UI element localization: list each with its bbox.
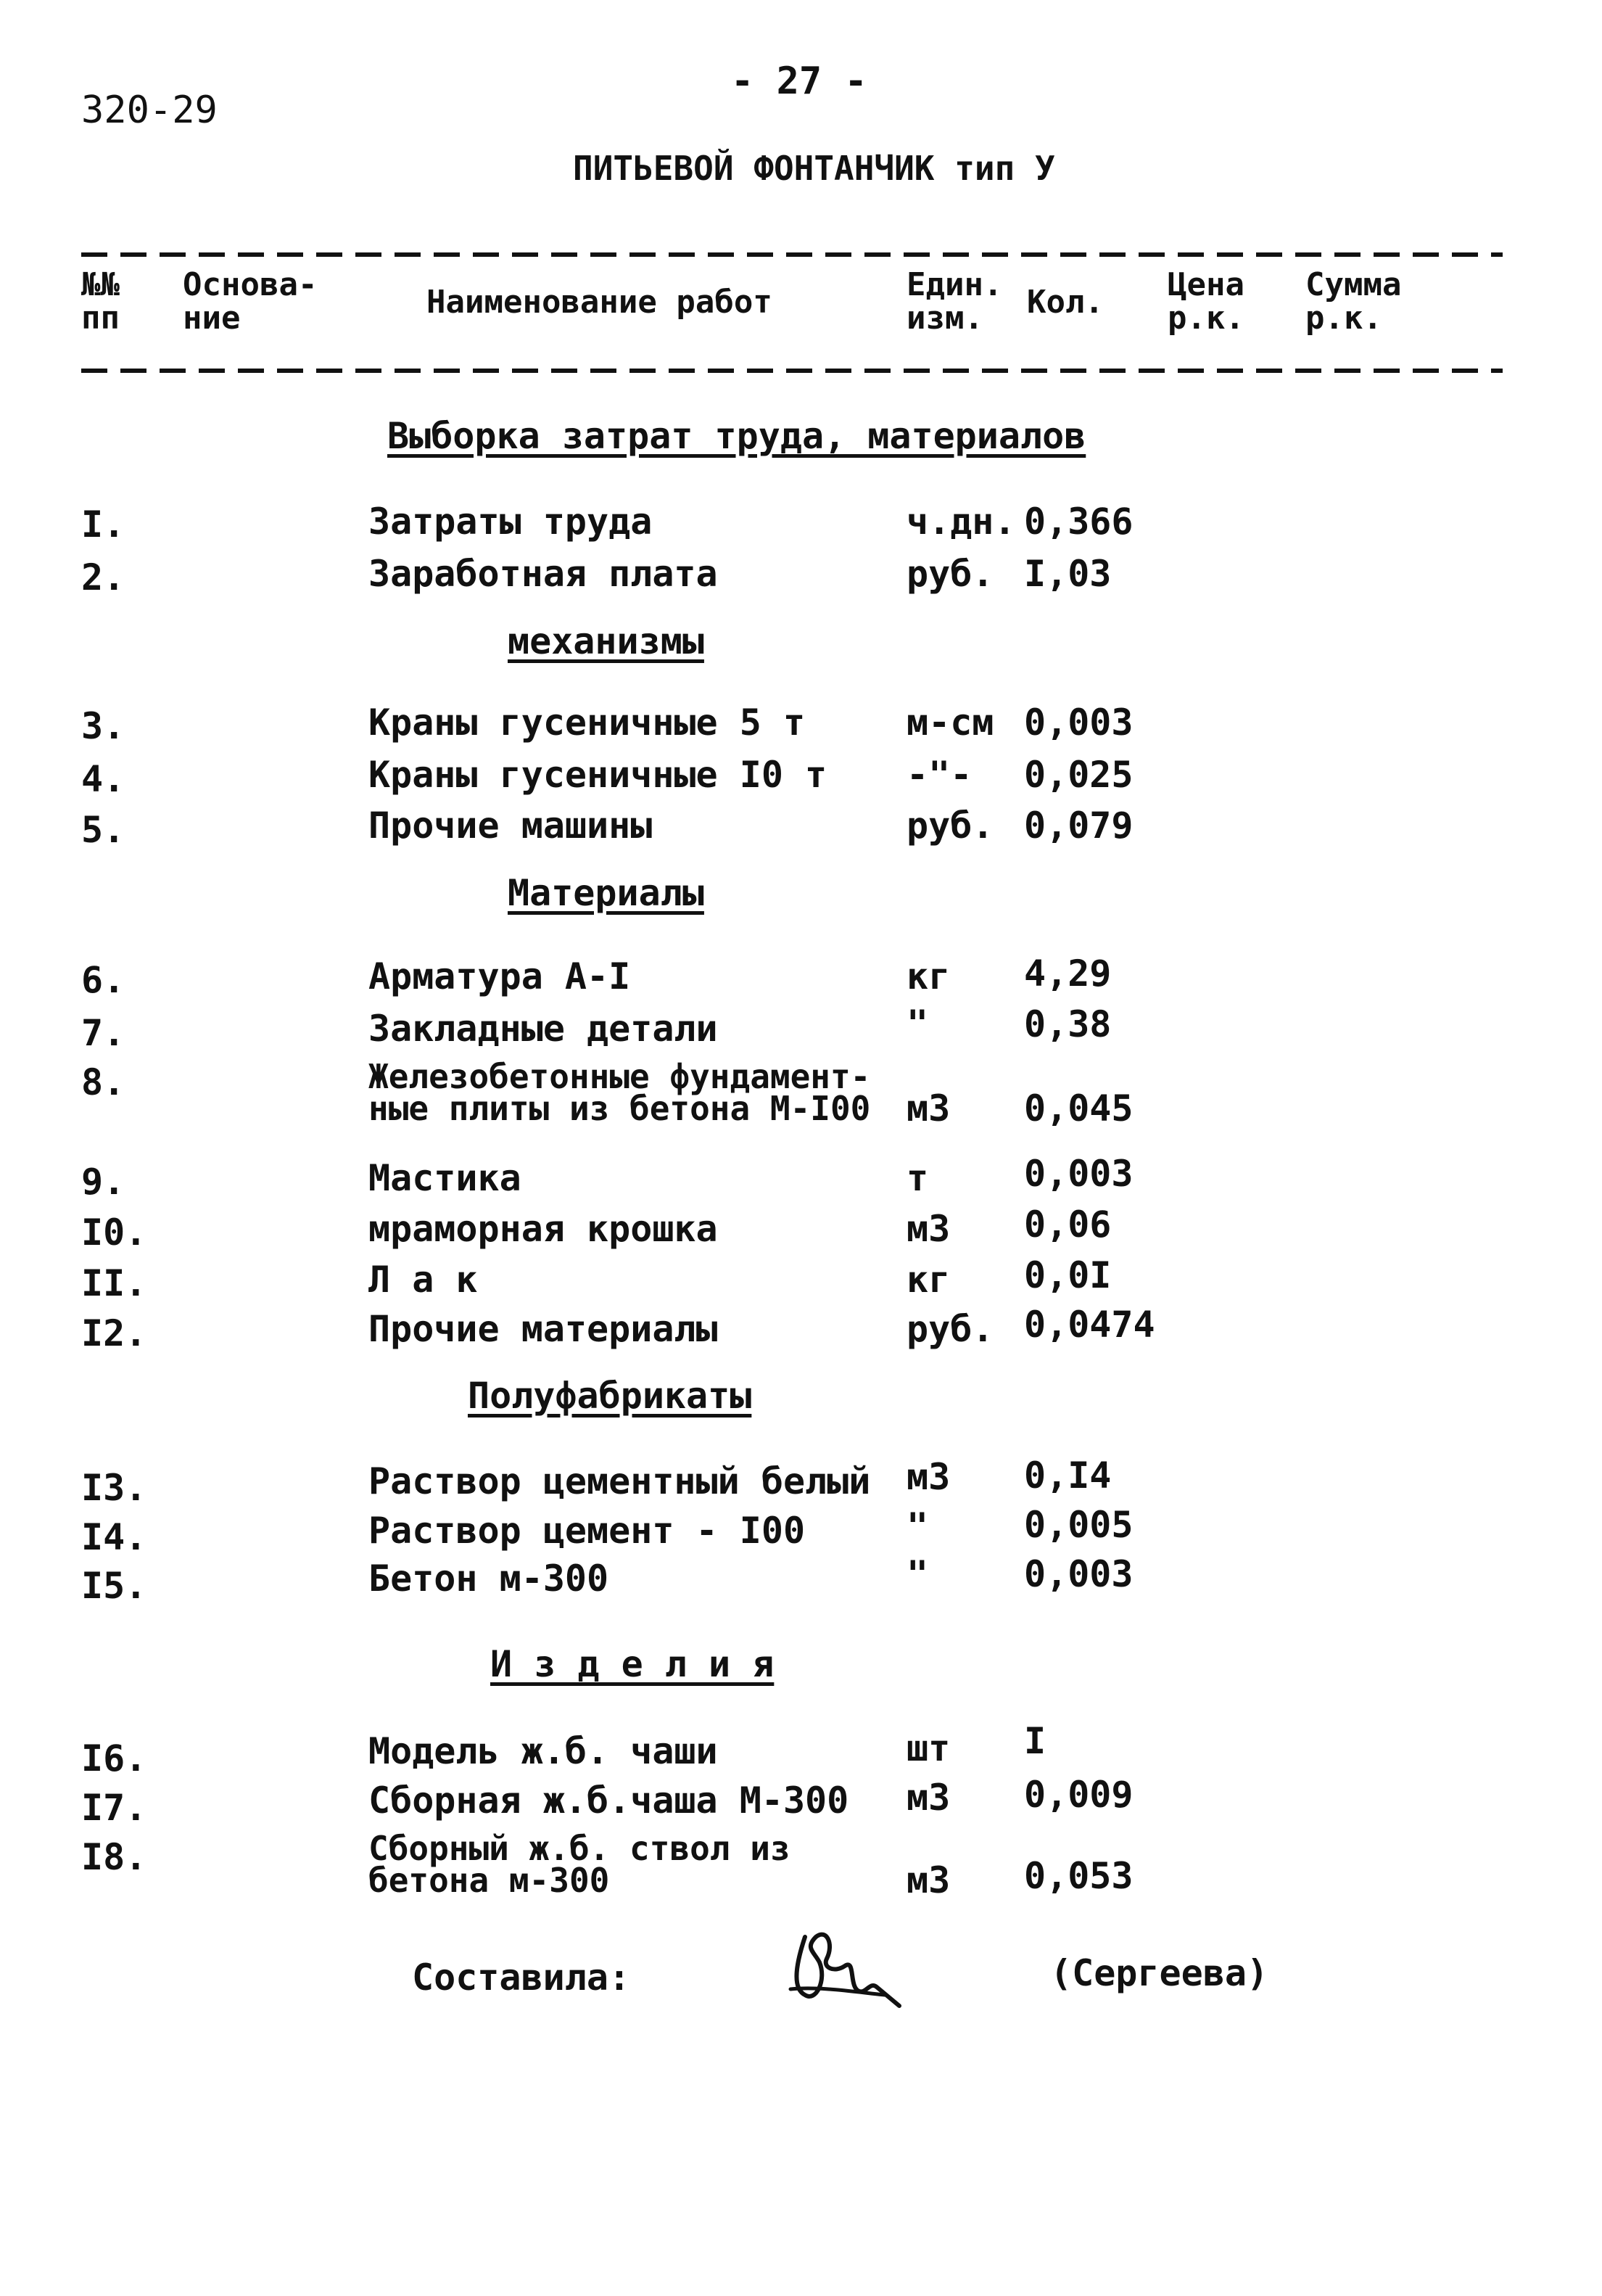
row-name: Бетон м-300: [368, 1558, 609, 1600]
row-number: I4.: [81, 1516, 147, 1558]
row-number: 4.: [81, 758, 125, 800]
row-quantity: I: [1024, 1720, 1046, 1762]
table-header-bottom-rule: [81, 369, 1503, 373]
row-unit: шт: [907, 1727, 951, 1769]
composer-label: Составила:: [412, 1956, 631, 1999]
row-unit: м-см: [907, 701, 994, 744]
section-heading: И з д е л и я: [490, 1643, 775, 1685]
row-name: Прочие материалы: [368, 1308, 718, 1350]
row-number: I.: [81, 503, 125, 546]
page-title: ПИТЬЕВОЙ ФОНТАНЧИК тип У: [573, 149, 1055, 188]
row-quantity: 0,079: [1024, 805, 1134, 847]
row-name: Краны гусеничные I0 т: [368, 754, 827, 796]
row-number: 3.: [81, 705, 125, 747]
row-name: Краны гусеничные 5 т: [368, 701, 806, 744]
document-code: 320-29: [81, 89, 218, 132]
row-name: Заработная плата: [368, 553, 718, 595]
row-unit: ": [907, 1553, 929, 1595]
row-number: 7.: [81, 1012, 125, 1054]
row-quantity: I,03: [1024, 553, 1112, 595]
row-number: I3.: [81, 1467, 147, 1509]
section-heading: Материалы: [508, 872, 704, 914]
row-number: I8.: [81, 1836, 147, 1878]
row-name: Затраты труда: [368, 501, 653, 543]
signature-image: [776, 1922, 921, 2020]
row-quantity: 0,005: [1024, 1504, 1134, 1546]
row-quantity: 0,0474: [1024, 1304, 1155, 1346]
column-header-qty: Кол.: [1027, 284, 1104, 321]
row-name: Модель ж.б. чаши: [368, 1730, 718, 1772]
row-number: I6.: [81, 1737, 147, 1779]
column-header-basis: Основа- ние: [183, 266, 318, 337]
row-quantity: 0,06: [1024, 1203, 1112, 1246]
row-number: I0.: [81, 1211, 147, 1254]
row-unit: ч.дн.: [907, 501, 1016, 543]
row-name: Мастика: [368, 1157, 521, 1199]
row-quantity: 0,053: [1024, 1855, 1134, 1897]
row-name: Раствор цемент - I00: [368, 1510, 806, 1552]
section-heading: Полуфабрикаты: [468, 1375, 752, 1417]
column-header-sum: Сумма р.к.: [1305, 266, 1402, 337]
row-quantity: 0,045: [1024, 1087, 1134, 1130]
row-quantity: 0,0I: [1024, 1254, 1112, 1296]
row-unit: ": [907, 1505, 929, 1547]
row-number: I7.: [81, 1787, 147, 1829]
row-unit: руб.: [907, 1308, 994, 1350]
row-name-multiline: Сборный ж.б. ствол из бетона м-300: [368, 1829, 790, 1900]
table-header-top-rule: [81, 252, 1503, 257]
row-quantity: 0,003: [1024, 1153, 1134, 1195]
composer-name: (Сергеева): [1050, 1952, 1269, 1994]
row-quantity: 0,38: [1024, 1003, 1112, 1045]
row-quantity: 0,003: [1024, 1553, 1134, 1595]
row-name: Прочие машины: [368, 805, 653, 847]
row-unit: м3: [907, 1859, 951, 1901]
row-number: I5.: [81, 1565, 147, 1607]
row-unit: м3: [907, 1087, 951, 1130]
row-number: 6.: [81, 959, 125, 1001]
row-name: Арматура А-I: [368, 955, 631, 997]
section-heading: Выборка затрат труда, материалов: [387, 415, 1086, 457]
row-unit: т: [907, 1157, 929, 1199]
row-unit: кг: [907, 1259, 951, 1301]
column-header-name: Наименование работ: [426, 284, 772, 321]
row-number: I2.: [81, 1312, 147, 1354]
column-header-unit: Един. изм.: [907, 266, 1003, 337]
row-name: Раствор цементный белый: [368, 1460, 871, 1502]
row-unit: м3: [907, 1777, 951, 1819]
row-number: 8.: [81, 1061, 125, 1103]
row-unit: ": [907, 1003, 929, 1045]
section-heading: механизмы: [508, 620, 704, 662]
column-header-price: Цена р.к.: [1168, 266, 1244, 337]
column-header-num: №№ пп: [81, 266, 120, 337]
row-number: 2.: [81, 556, 125, 598]
row-name: Закладные детали: [368, 1008, 718, 1050]
row-quantity: 0,009: [1024, 1774, 1134, 1816]
row-quantity: 0,003: [1024, 701, 1134, 744]
row-unit: руб.: [907, 553, 994, 595]
row-unit: м3: [907, 1208, 951, 1250]
row-quantity: 0,025: [1024, 754, 1134, 796]
row-number: 9.: [81, 1161, 125, 1203]
row-name: мраморная крошка: [368, 1208, 718, 1250]
row-unit: м3: [907, 1456, 951, 1498]
row-name: Л а к: [368, 1259, 478, 1301]
row-quantity: 0,I4: [1024, 1454, 1112, 1497]
row-unit: -"-: [907, 754, 973, 796]
row-name-multiline: Железобетонные фундамент- ные плиты из бетона М-I00: [368, 1057, 871, 1128]
row-number: II.: [81, 1262, 147, 1304]
page-number: - 27 -: [731, 59, 867, 103]
row-name: Сборная ж.б.чаша М-300: [368, 1779, 849, 1822]
row-unit: кг: [907, 955, 951, 997]
row-unit: руб.: [907, 805, 994, 847]
row-number: 5.: [81, 809, 125, 851]
row-quantity: 4,29: [1024, 952, 1112, 995]
row-quantity: 0,366: [1024, 501, 1134, 543]
